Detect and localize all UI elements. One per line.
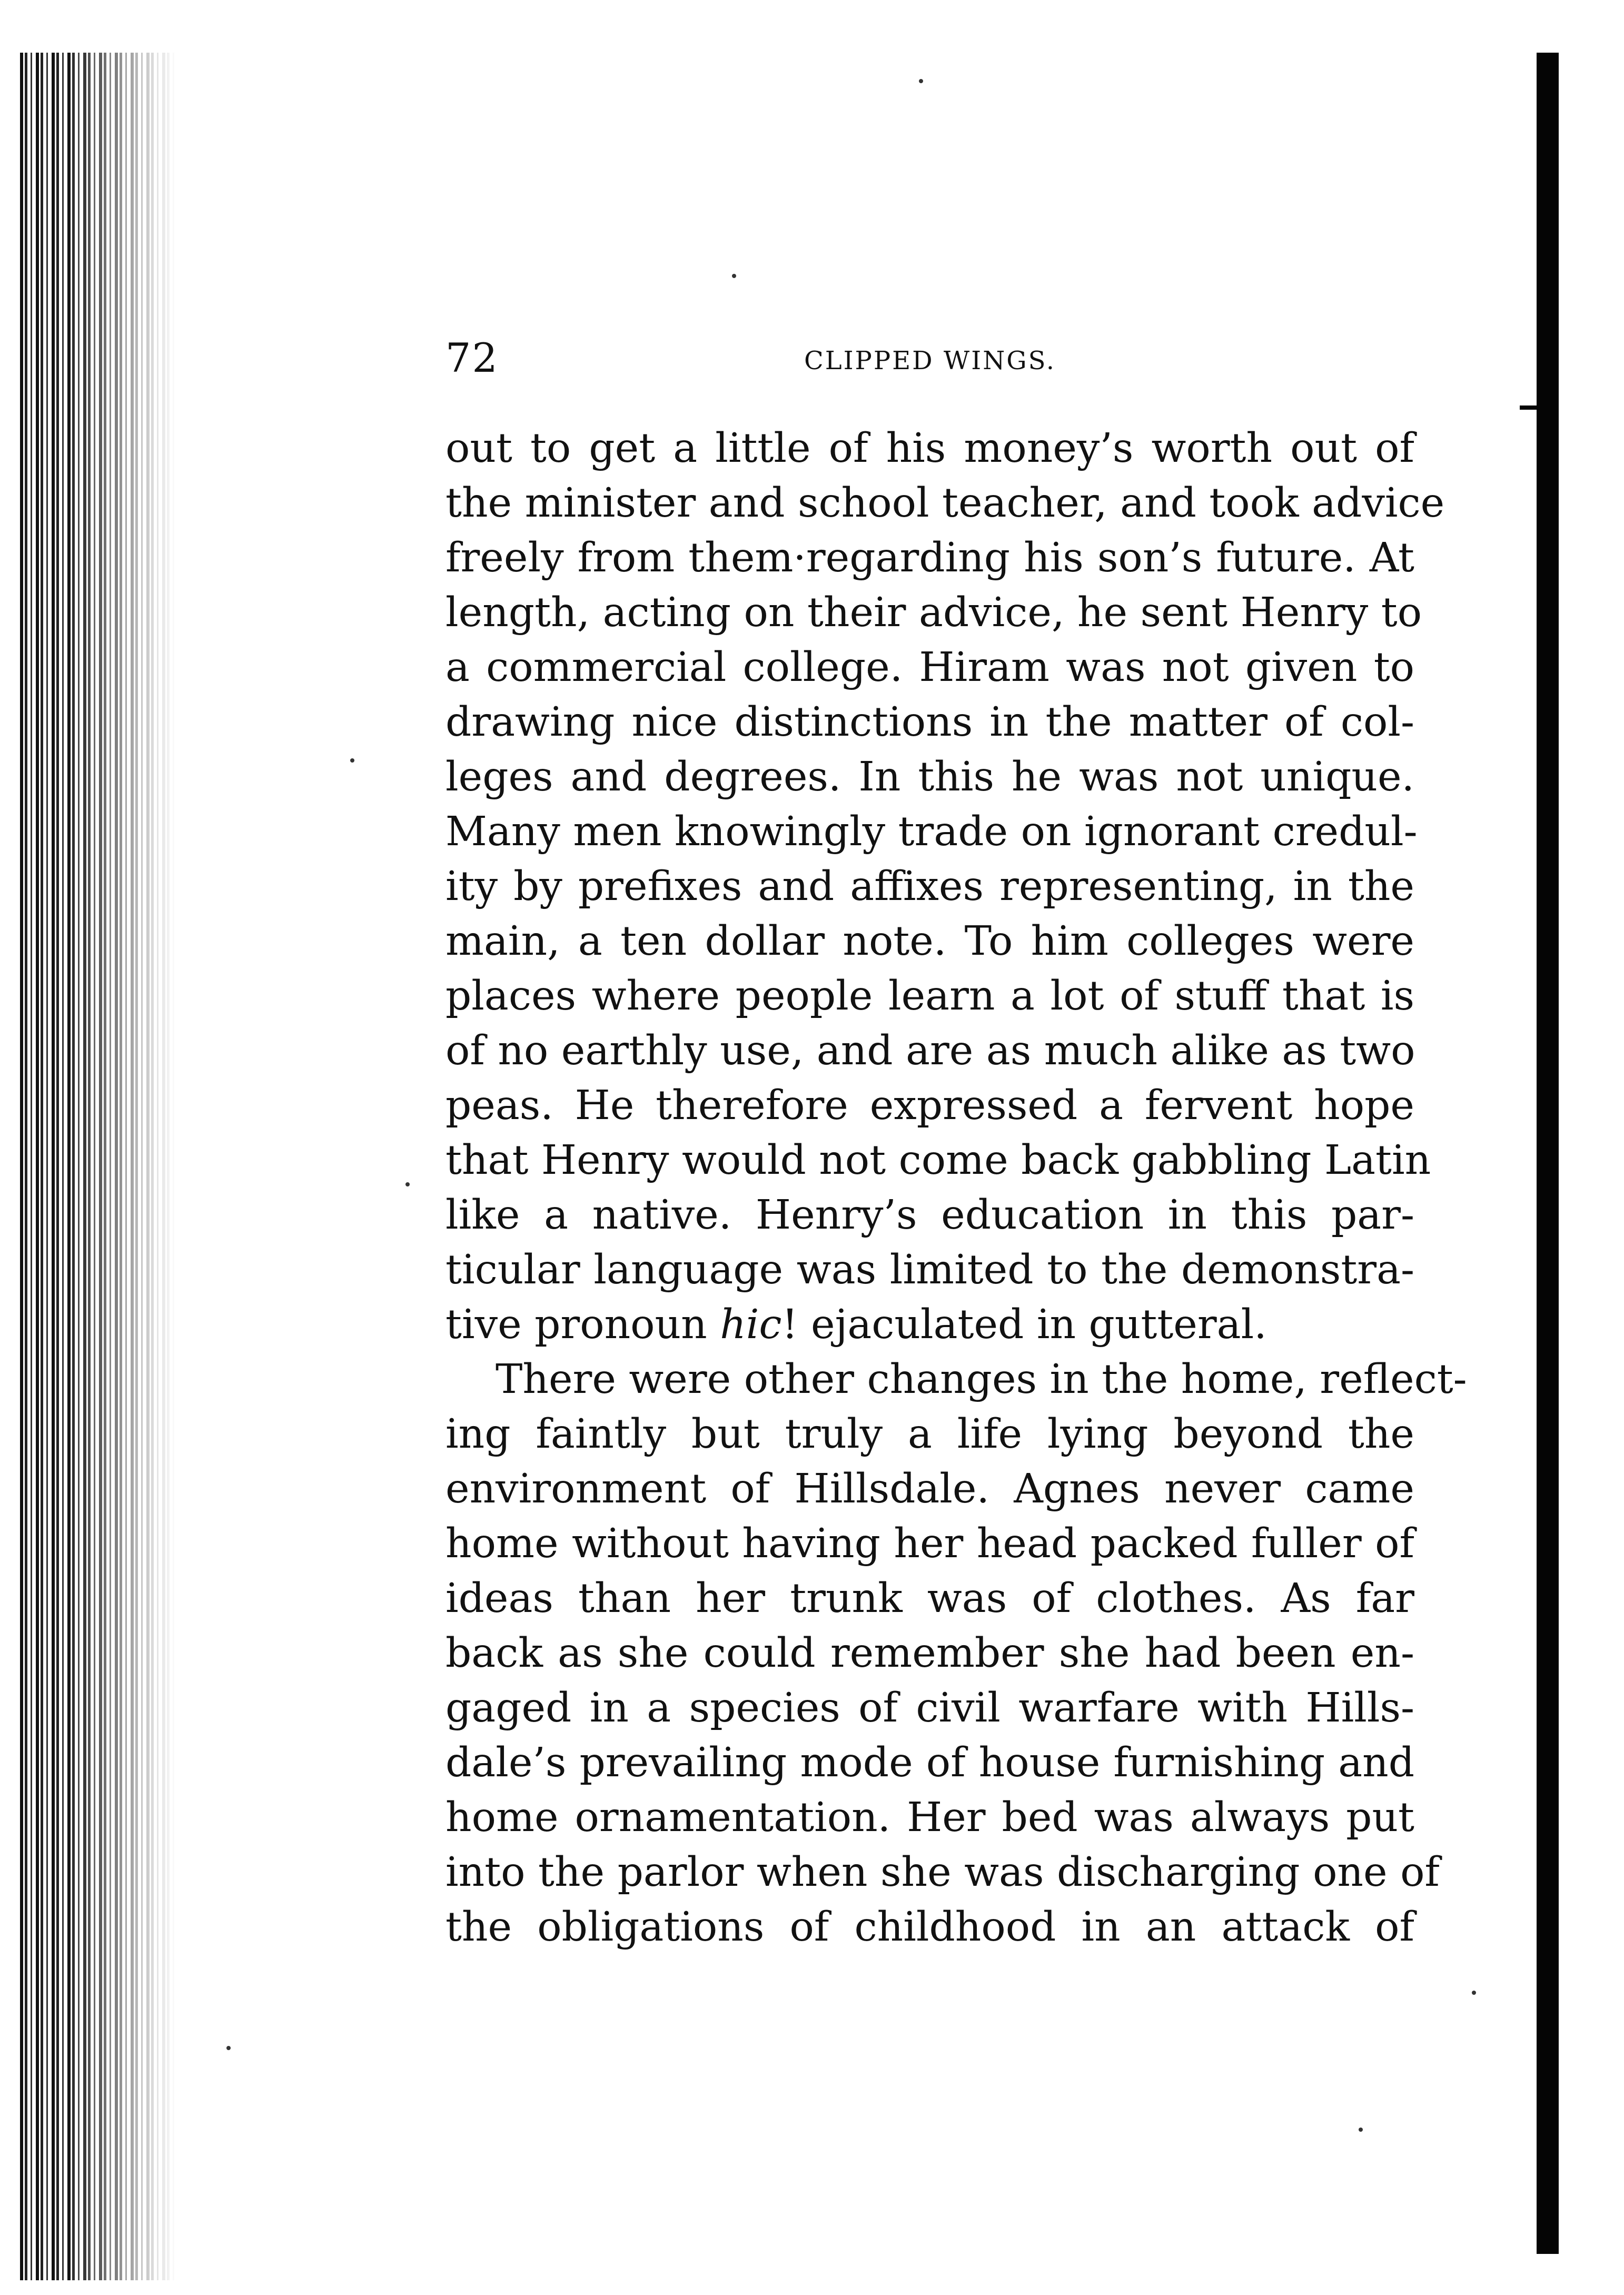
body-text: [445, 421, 1467, 1955]
text-line: dale’s prevailing mode of house furnishing and: [445, 1739, 1414, 1786]
running-head: [445, 332, 1414, 384]
text-line: gaged in a species of civil warfare with Hills-: [445, 1685, 1414, 1732]
text-line: that Henry would not come back gabbling Latin: [445, 1137, 1431, 1184]
text-line: home without having her head packed fuller of: [445, 1520, 1414, 1567]
text-line: ticular language was limited to the demonstra-: [445, 1247, 1414, 1293]
scan-right-edge: [1537, 53, 1559, 2254]
text-line: ing faintly but truly a life lying beyond the: [445, 1411, 1414, 1458]
text-line: freely from them·regarding his son’s future. At: [445, 535, 1414, 581]
text-line: peas. He therefore expressed a fervent hope: [445, 1082, 1414, 1129]
scan-speck: [732, 274, 736, 278]
text-line: out to get a little of his money’s worth out of: [445, 425, 1414, 472]
scan-speck: [919, 79, 923, 83]
text-run: tive pronoun: [445, 1301, 720, 1348]
text-line: length, acting on their advice, he sent Henry to: [445, 589, 1422, 636]
scan-speck: [405, 1182, 410, 1186]
scan-binding-edge: [20, 53, 178, 2280]
text-line: environment of Hillsdale. Agnes never came: [445, 1466, 1414, 1512]
text-line: like a native. Henry’s education in this par-: [445, 1192, 1414, 1239]
text-line: the obligations of childhood in an attack of: [445, 1904, 1414, 1951]
italic-word: hic: [720, 1301, 782, 1348]
text-run: ! ejaculated in gutteral.: [781, 1301, 1267, 1348]
running-title: CLIPPED WINGS.: [804, 346, 1056, 375]
page-number: 72: [445, 334, 499, 381]
text-line: main, a ten dollar note. To him colleges were: [445, 918, 1414, 965]
paragraph-2: [445, 1352, 1467, 1955]
text-line: home ornamentation. Her bed was always put: [445, 1794, 1414, 1841]
scan-right-edge-tick: [1520, 405, 1541, 410]
text-line: of no earthly use, and are as much alike as two: [445, 1027, 1415, 1074]
text-line-last: [445, 1298, 1414, 1352]
text-line-indented: There were other changes in the home, reflect-: [496, 1356, 1467, 1403]
text-line: places where people learn a lot of stuff that is: [445, 973, 1414, 1020]
scan-speck: [1359, 2128, 1363, 2132]
scan-speck: [1472, 1991, 1476, 1995]
text-line: the minister and school teacher, and took advice: [445, 480, 1445, 527]
text-line: leges and degrees. In this he was not unique.: [445, 754, 1414, 800]
text-line: a commercial college. Hiram was not given to: [445, 644, 1414, 691]
text-line: drawing nice distinctions in the matter of col-: [445, 699, 1414, 746]
paragraph-1: [445, 421, 1445, 1352]
text-line: Many men knowingly trade on ignorant credul-: [445, 808, 1418, 855]
text-line: back as she could remember she had been en-: [445, 1630, 1414, 1677]
scan-speck: [350, 758, 354, 763]
text-line: into the parlor when she was discharging one of: [445, 1849, 1440, 1896]
scan-speck: [226, 2046, 231, 2050]
text-line: ity by prefixes and affixes representing, in the: [445, 863, 1414, 910]
text-line: ideas than her trunk was of clothes. As far: [445, 1575, 1414, 1622]
